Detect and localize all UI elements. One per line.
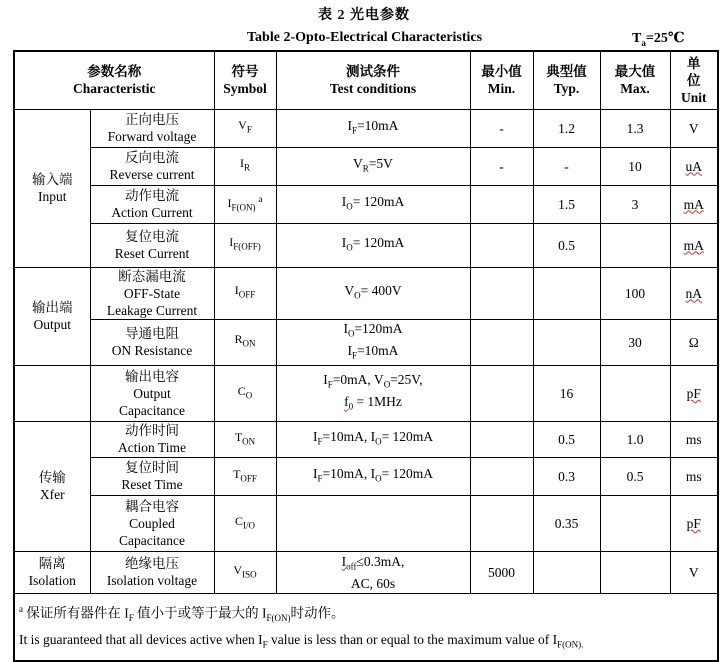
cond-reset-time: $I_F=10mA$, $I_O= 120mA$: [276, 457, 470, 495]
symbol-cio: $C_{I/O}$: [214, 495, 276, 551]
min-off-state-leakage: [470, 267, 533, 319]
param-off-state-leakage: 断态漏电流 OFF-State Leakage Current: [90, 267, 214, 319]
param-isolation-voltage: 绝缘电压 Isolation voltage: [90, 551, 214, 593]
cond-action-current: $I_O= 120mA$: [276, 185, 470, 223]
min-action-current: [470, 185, 533, 223]
ambient-temperature: $T_a=25℃$: [632, 31, 685, 48]
cond-isolation-voltage: $I_{off}\le 0.3mA$, AC, 60s: [276, 551, 470, 593]
cond-on-resistance: $I_O=120mA$ $I_F=10mA$: [276, 319, 470, 365]
unit-on-resistance: Ω: [670, 319, 718, 365]
footnote-en: It is guaranteed that all devices active when $I_F$ value is less than or equal to the maximum value of $I_{F(ON).}$: [19, 632, 584, 650]
cond-action-time: $I_F=10mA$, $I_O= 120mA$: [276, 421, 470, 457]
table-row: [14, 365, 718, 421]
param-action-current: 动作电流 Action Current: [90, 185, 214, 223]
max-reverse-current: 10: [600, 147, 670, 185]
min-on-resistance: [470, 319, 533, 365]
header-symbol: 符号 Symbol: [214, 51, 276, 109]
max-action-current: 3: [600, 185, 670, 223]
max-reset-time: 0.5: [600, 457, 670, 495]
cond-coupled-capacitance: [276, 495, 470, 551]
table-row: [14, 319, 718, 365]
opto-electrical-table: [13, 50, 719, 662]
param-reset-current: 复位电流 Reset Current: [90, 223, 214, 267]
table-title-en: Table 2-Opto-Electrical Characteristics: [247, 30, 483, 45]
max-output-capacitance: [600, 365, 670, 421]
typ-on-resistance: [533, 319, 600, 365]
typ-forward-voltage: 1.2: [533, 109, 600, 147]
table-row: [14, 457, 718, 495]
typ-isolation-voltage: [533, 551, 600, 593]
param-output-capacitance: 输出电容 Output Capacitance: [90, 365, 214, 421]
unit-reset-current: mA: [670, 223, 718, 267]
typ-action-current: 1.5: [533, 185, 600, 223]
min-action-time: [470, 421, 533, 457]
typ-coupled-capacitance: 0.35: [533, 495, 600, 551]
cond-reset-current: $I_O= 120mA$: [276, 223, 470, 267]
max-isolation-voltage: [600, 551, 670, 593]
header-characteristic: 参数名称 Characteristic: [14, 51, 214, 109]
symbol-ir: $I_R$: [214, 147, 276, 185]
max-coupled-capacitance: [600, 495, 670, 551]
param-action-time: 动作时间 Action Time: [90, 421, 214, 457]
typ-off-state-leakage: [533, 267, 600, 319]
max-off-state-leakage: 100: [600, 267, 670, 319]
symbol-ron: $R_{ON}$: [214, 319, 276, 365]
table-row: [14, 147, 718, 185]
footnote: [14, 593, 718, 660]
cond-forward-voltage: $I_F=10mA$: [276, 109, 470, 147]
header-max: 最大值 Max.: [600, 51, 670, 109]
header-test-conditions: 测试条件 Test conditions: [276, 51, 470, 109]
max-on-resistance: 30: [600, 319, 670, 365]
min-forward-voltage: -: [470, 109, 533, 147]
typ-output-capacitance: 16: [533, 365, 600, 421]
header-unit: 单 位 Unit: [670, 51, 718, 109]
param-reverse-current: 反向电流 Reverse current: [90, 147, 214, 185]
param-forward-voltage: 正向电压 Forward voltage: [90, 109, 214, 147]
typ-reverse-current: -: [533, 147, 600, 185]
symbol-co: $C_O$: [214, 365, 276, 421]
cond-output-capacitance: $I_F=0mA$, $V_O=25V$, $f_0 = 1MHz$: [276, 365, 470, 421]
param-coupled-capacitance: 耦合电容 Coupled Capacitance: [90, 495, 214, 551]
group-isolation: 隔离 Isolation: [14, 551, 90, 593]
symbol-ton: $T_{ON}$: [214, 421, 276, 457]
symbol-vf: $V_F$: [214, 109, 276, 147]
table-title-cn: 表 2 光电参数: [318, 8, 410, 23]
footnote-row: [14, 593, 718, 660]
footnote-cn: $^a$ 保证所有器件在 $I_F$ 值小于或等于最大的 $I_{F(ON)}$时动作。: [19, 603, 345, 624]
table-row: [14, 551, 718, 593]
unit-coupled-capacitance: pF: [670, 495, 718, 551]
header-row: [14, 51, 718, 109]
table-row: [14, 109, 718, 147]
min-reset-time: [470, 457, 533, 495]
cond-off-state-leakage: $V_O= 400V$: [276, 267, 470, 319]
table-row: [14, 223, 718, 267]
unit-output-capacitance: pF: [670, 365, 718, 421]
min-output-capacitance: [470, 365, 533, 421]
unit-reset-time: ms: [670, 457, 718, 495]
typ-reset-time: 0.3: [533, 457, 600, 495]
header-min: 最小值 Min.: [470, 51, 533, 109]
group-xfer: 传输 Xfer: [14, 421, 90, 551]
symbol-if-on: $I_{F(ON)}$ $^a$: [214, 185, 276, 223]
unit-forward-voltage: V: [670, 109, 718, 147]
min-coupled-capacitance: [470, 495, 533, 551]
header-typ: 典型值 Typ.: [533, 51, 600, 109]
table-row: [14, 421, 718, 457]
max-reset-current: [600, 223, 670, 267]
symbol-if-off: $I_{F(OFF)}$: [214, 223, 276, 267]
unit-action-current: mA: [670, 185, 718, 223]
symbol-ioff: $I_{OFF}$: [214, 267, 276, 319]
table-row: [14, 267, 718, 319]
symbol-toff: $T_{OFF}$: [214, 457, 276, 495]
typ-reset-current: 0.5: [533, 223, 600, 267]
unit-reverse-current: uA: [670, 147, 718, 185]
min-reverse-current: -: [470, 147, 533, 185]
symbol-viso: $V_{ISO}$: [214, 551, 276, 593]
group-output-blank: [14, 365, 90, 421]
unit-action-time: ms: [670, 421, 718, 457]
cond-reverse-current: $V_R=5V$: [276, 147, 470, 185]
max-action-time: 1.0: [600, 421, 670, 457]
max-forward-voltage: 1.3: [600, 109, 670, 147]
min-reset-current: [470, 223, 533, 267]
typ-action-time: 0.5: [533, 421, 600, 457]
param-on-resistance: 导通电阻 ON Resistance: [90, 319, 214, 365]
param-reset-time: 复位时间 Reset Time: [90, 457, 214, 495]
unit-isolation-voltage: V: [670, 551, 718, 593]
group-output: 输出端 Output: [14, 267, 90, 365]
unit-off-state-leakage: nA: [670, 267, 718, 319]
table-row: [14, 185, 718, 223]
table-row: [14, 495, 718, 551]
min-isolation-voltage: 5000: [470, 551, 533, 593]
group-input: 输入端 Input: [14, 109, 90, 267]
